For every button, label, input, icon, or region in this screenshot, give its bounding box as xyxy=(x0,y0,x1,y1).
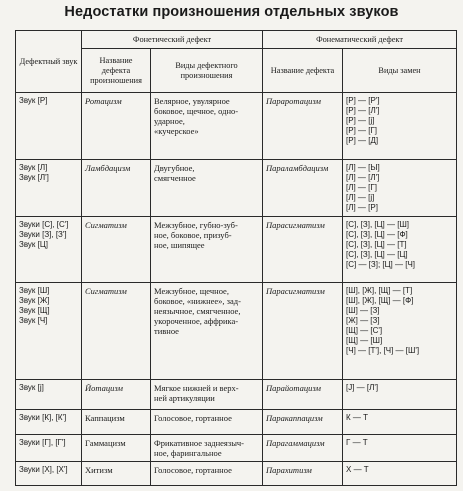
replacement-line: [Р] — [Л'] xyxy=(346,106,380,115)
header-phonetic-types: Виды дефектного произношения xyxy=(151,49,263,93)
cell-phonetic-name: Каппацизм xyxy=(82,410,151,434)
phonetic-type-line: ное, фарингальное xyxy=(154,447,222,458)
replacement-line: [С], [З], [Ц] — [Ф] xyxy=(346,229,408,239)
cell-phonetic-types xyxy=(151,93,263,160)
cell-phonetic-name: Сигматизм xyxy=(82,216,151,283)
cell-defective-sound xyxy=(16,159,82,216)
sound-label: Звук [Щ] xyxy=(19,306,50,316)
cell-phonetic-name: Сигматизм xyxy=(82,283,151,380)
sound-label: Звук [Ц] xyxy=(19,239,48,249)
replacement-line: [С], [З], [Ц] — [Т] xyxy=(346,239,407,249)
replacement-line: [Р] — [j] xyxy=(346,116,375,125)
replacement-line: [Ш] — [З] xyxy=(346,306,380,316)
replacement-line: [С], [З], [Ц] — [Ш] xyxy=(346,219,409,229)
phonetic-type-line: неязычное, смягченное, xyxy=(154,306,241,317)
sound-label: Звук [Ч] xyxy=(19,316,48,326)
cell-replacements xyxy=(343,410,457,434)
phonetic-type-line: ударное, xyxy=(154,116,185,126)
cell-replacements xyxy=(343,93,457,160)
cell-replacements xyxy=(343,283,457,380)
replacement-line: [Л] — [j] xyxy=(346,192,375,202)
sound-label: Звук [Ш] xyxy=(19,286,50,296)
phonetic-type-line: тивное xyxy=(154,326,179,337)
phonetic-type-line: Мягкое нижней и верх- xyxy=(154,383,239,394)
cell-defective-sound xyxy=(16,93,82,160)
table-row xyxy=(16,434,457,461)
cell-phonemic-name: Парахитизм xyxy=(263,461,343,485)
sound-label: Звук [j] xyxy=(19,383,44,393)
cell-phonetic-types xyxy=(151,434,263,461)
phonetic-type-line: Голосовое, гортанное xyxy=(154,464,232,475)
sound-label: Звук [Ж] xyxy=(19,296,50,306)
phonetic-type-line: Межзубное, щечное, xyxy=(154,286,229,297)
replacement-line: [Ш], [Ж], [Щ] — [Ф] xyxy=(346,296,414,306)
header-phonetic-name: Название дефекта произношения xyxy=(82,49,151,93)
sound-label: Звуки [С], [С'] xyxy=(19,219,69,229)
table-row xyxy=(16,461,457,485)
cell-replacements xyxy=(343,216,457,283)
sound-label: Звук [Л] xyxy=(19,162,48,172)
cell-phonemic-name: Парагаммацизм xyxy=(263,434,343,461)
phonetic-type-line: боковое, «нижнее», зад- xyxy=(154,296,241,307)
replacement-line: [С] — [З]; [Ц] — [Ч] xyxy=(346,259,415,269)
replacement-line: [Р] — [Р'] xyxy=(346,96,380,105)
replacement-line: [Л] — [Г] xyxy=(346,182,377,192)
sound-label: Звуки [Г], [Г'] xyxy=(19,437,66,447)
cell-defective-sound xyxy=(16,410,82,434)
phonetic-type-line: смягченное xyxy=(154,172,196,183)
cell-replacements xyxy=(343,434,457,461)
cell-phonemic-name: Параротацизм xyxy=(263,93,343,160)
replacement-line: Г — Т xyxy=(346,437,368,447)
phonetic-type-line: Голосовое, гортанное xyxy=(154,413,232,424)
table-header xyxy=(16,31,457,93)
replacement-line: [С], [З], [Ц] — [Ц] xyxy=(346,249,408,259)
cell-defective-sound xyxy=(16,216,82,283)
table-row xyxy=(16,380,457,410)
replacement-line: [Л] — [Л'] xyxy=(346,172,380,182)
cell-phonemic-name: Парасигматизм xyxy=(263,216,343,283)
cell-phonetic-types xyxy=(151,410,263,434)
header-defective-sound: Дефектный звук xyxy=(16,31,82,93)
cell-phonetic-name: Гаммацизм xyxy=(82,434,151,461)
sound-label: Звуки [З], [З'] xyxy=(19,229,67,239)
replacement-line: К — Т xyxy=(346,413,369,423)
table-body xyxy=(16,93,457,486)
table-row xyxy=(16,283,457,380)
cell-phonetic-name: Хитизм xyxy=(82,461,151,485)
table-row xyxy=(16,216,457,283)
phonetic-type-line: Межзубное, губно-зуб- xyxy=(154,219,238,230)
cell-defective-sound xyxy=(16,434,82,461)
cell-phonetic-types xyxy=(151,461,263,485)
header-phonemic-name: Название дефекта xyxy=(263,49,343,93)
cell-phonetic-name: Ламбдацизм xyxy=(82,159,151,216)
cell-replacements xyxy=(343,461,457,485)
cell-phonetic-types xyxy=(151,159,263,216)
table-row xyxy=(16,410,457,434)
replacement-line: [Ш], [Ж], [Щ] — [Т] xyxy=(346,286,413,296)
phonetic-type-line: Фрикативное заднеязыч- xyxy=(154,437,245,448)
table-row xyxy=(16,93,457,160)
cell-replacements xyxy=(343,159,457,216)
cell-phonetic-types xyxy=(151,216,263,283)
replacement-line: Х — Т xyxy=(346,464,369,474)
cell-phonetic-name: Йотацизм xyxy=(82,380,151,410)
phonetic-type-line: ное, боковое, призуб- xyxy=(154,229,232,240)
replacement-line: [Л] — [Р] xyxy=(346,202,378,212)
phonetic-type-line: укороченное, аффрика- xyxy=(154,316,239,327)
cell-replacements xyxy=(343,380,457,410)
phonetic-type-line: Велярное, увулярное xyxy=(154,96,230,106)
replacement-line: [Щ] — [Ш] xyxy=(346,336,383,346)
phonetic-type-line: ное, шипящее xyxy=(154,239,205,250)
cell-phonemic-name: Парасигматизм xyxy=(263,283,343,380)
cell-phonetic-types xyxy=(151,283,263,380)
sound-label: Звуки [К], [К'] xyxy=(19,413,67,423)
phonetic-type-line: Двугубное, xyxy=(154,162,195,173)
sound-label: Звук [Р] xyxy=(19,96,48,105)
replacement-line: [Ж] — [З] xyxy=(346,316,380,326)
cell-defective-sound xyxy=(16,461,82,485)
sound-label: Звуки [X], [X'] xyxy=(19,464,68,474)
replacement-line: [Ч] — [Т'], [Ч] — [Ш'] xyxy=(346,346,420,356)
cell-phonemic-name: Паракаппацизм xyxy=(263,410,343,434)
header-phonemic-defect: Фонематический дефект xyxy=(263,31,457,49)
header-phonetic-defect: Фонетический дефект xyxy=(82,31,263,49)
cell-phonemic-name: Парайотацизм xyxy=(263,380,343,410)
replacement-line: [Р] — [Д] xyxy=(346,136,379,145)
phonetic-type-line: «кучерское» xyxy=(154,126,199,136)
table-row xyxy=(16,159,457,216)
cell-phonetic-types xyxy=(151,380,263,410)
header-replacement-types: Виды замен xyxy=(343,49,457,93)
sound-label: Звук [Л'] xyxy=(19,172,49,182)
phonetic-type-line: боковое, щечное, одно- xyxy=(154,106,239,116)
page-title: Недостатки произношения отдельных звуков xyxy=(64,4,399,20)
cell-phonetic-name: Ротацизм xyxy=(82,93,151,160)
replacement-line: [J] — [Л'] xyxy=(346,383,379,393)
cell-phonemic-name: Параламбдацизм xyxy=(263,159,343,216)
replacement-line: [Л] — [Ы] xyxy=(346,162,380,172)
defects-table xyxy=(15,30,457,486)
replacement-line: [Щ] — [С'] xyxy=(346,326,383,336)
phonetic-type-line: ней артикуляции xyxy=(154,393,215,404)
replacement-line: [Р] — [Г] xyxy=(346,126,378,135)
cell-defective-sound xyxy=(16,283,82,380)
cell-defective-sound xyxy=(16,380,82,410)
